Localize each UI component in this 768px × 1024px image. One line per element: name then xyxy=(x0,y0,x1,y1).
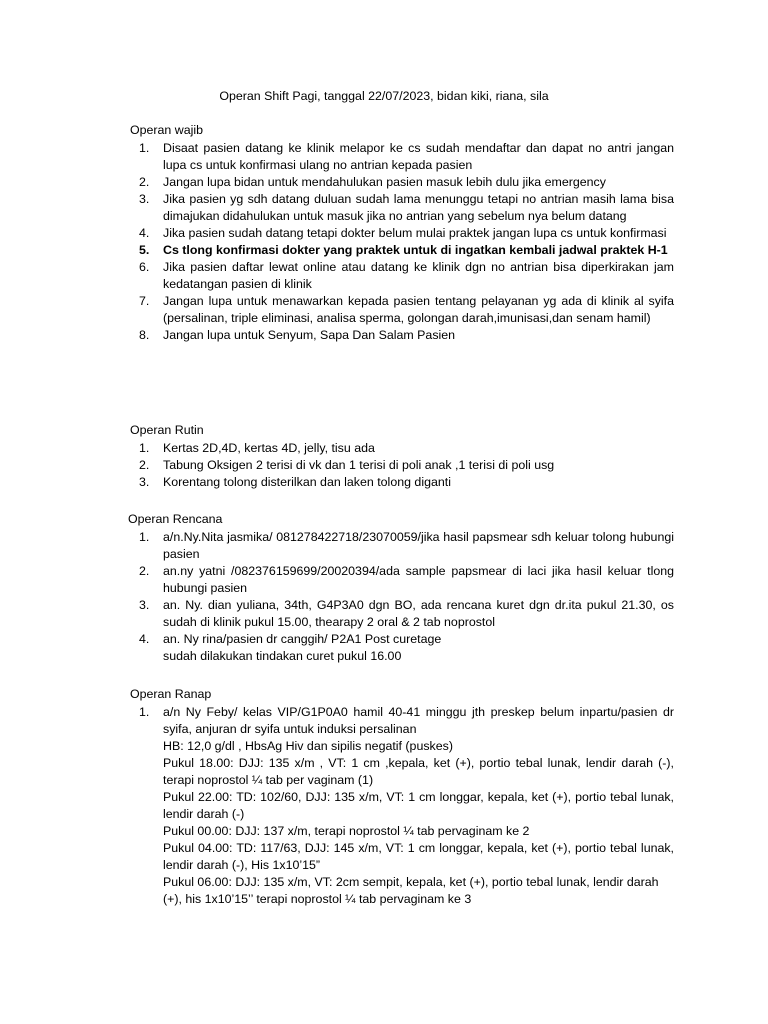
list-item: 6. Jika pasien daftar lewat online atau datang ke klinik dgn no antrian bisa diperkirakan jam kedatangan pasien di klinik xyxy=(139,260,674,291)
ranap-line: a/n Ny Feby/ kelas VIP/G1P0A0 hamil 40-41 minggu jth preskep belum inpartu/pasien dr syifa, anjuran dr syifa untuk induksi persalinan xyxy=(163,705,674,736)
list-item: 1. Kertas 2D,4D, kertas 4D, jelly, tisu ada xyxy=(139,441,375,455)
list-item: 7. Jangan lupa untuk menawarkan kepada pasien tentang pelayanan yg ada di klinik al syifa (persalinan, triple eliminasi, analisa sperma, golongan darah,imunisasi,dan senam hamil) xyxy=(139,294,674,325)
ranap-line: Pukul 06.00: DJJ: 135 x/m, VT: 2cm sempit, kepala, ket (+), portio tebal lunak, lendir darah xyxy=(163,875,659,889)
list-item: 1. a/n Ny Feby/ kelas VIP/G1P0A0 hamil 40-41 minggu jth preskep belum inpartu/pasien dr syifa, anjuran dr syifa untuk induksi persalinan HB: 12,0 g/dl , HbsAg Hiv dan sipilis negatif (puskes) Pukul 18.00: DJJ: 135 x/m , VT: 1 cm ,kepala, ket (+), portio tebal lunak, lendir darah (-), terapi noprostol ¼ tab per vaginam (1) Pukul 22.00: TD: 102/60, DJJ: 135 x/m, VT: 1 cm longgar, kepala, ket (+), portio tebal lunak, lendir darah (-) Pukul 00.00: DJJ: 137 x/m, terapi noprostol ¼ tab pervaginam ke 2 Pukul 04.00: TD: 117/63, DJJ: 145 x/m, VT: 1 cm longgar, kepala, ket (+), portio tebal lunak, lendir darah (-), His 1x10’15” Pukul 06.00: DJJ: 135 x/m, VT: 2cm sempit, kepala, ket (+), portio tebal lunak, lendir darah (+), his 1x10’15’’ terapi noprostol ¼ tab pervaginam ke 3 xyxy=(139,705,674,906)
list-item: 2. an.ny yatni /082376159699/20020394/ada sample papsmear di laci jika hasil keluar tlong hubungi pasien xyxy=(139,564,674,595)
section-heading-operan-rencana: Operan Rencana xyxy=(128,512,223,526)
list-item: 2. Tabung Oksigen 2 terisi di vk dan 1 terisi di poli anak ,1 terisi di poli usg xyxy=(139,458,555,472)
list-item: 4. Jika pasien sudah datang tetapi dokter belum mulai praktek jangan lupa cs untuk konfirmasi xyxy=(139,226,667,240)
ranap-line: Pukul 18.00: DJJ: 135 x/m , VT: 1 cm ,kepala, ket (+), portio tebal lunak, lendir darah (-), terapi noprostol ¼ tab per vaginam (1) xyxy=(163,756,674,787)
list-item: 3. an. Ny. dian yuliana, 34th, G4P3A0 dgn BO, ada rencana kuret dgn dr.ita pukul 21.30, os sudah di klinik pukul 15.00, thearapy 2 oral & 2 tab noprostol xyxy=(139,598,674,629)
list-item: 1. Disaat pasien datang ke klinik melapor ke cs sudah mendaftar dan dapat no antri jangan lupa cs untuk konfirmasi ulang no antrian kepada pasien xyxy=(139,141,674,172)
list-item: 5. Cs tlong konfirmasi dokter yang praktek untuk di ingatkan kembali jadwal praktek H-1 xyxy=(139,243,668,257)
operan-rutin-list xyxy=(139,440,674,491)
ranap-line: (+), his 1x10’15’’ terapi noprostol ¼ tab pervaginam ke 3 xyxy=(163,892,472,906)
list-item: 1. a/n.Ny.Nita jasmika/ 081278422718/23070059/jika hasil papsmear sdh keluar tolong hubungi pasien xyxy=(139,530,674,561)
list-item: 8. Jangan lupa untuk Senyum, Sapa Dan Salam Pasien xyxy=(139,328,456,342)
ranap-line: Pukul 00.00: DJJ: 137 x/m, terapi noprostol ¼ tab pervaginam ke 2 xyxy=(163,824,530,838)
section-heading-operan-wajib: Operan wajib xyxy=(130,123,204,137)
operan-wajib-list xyxy=(139,140,674,344)
list-item: 3. Jika pasien yg sdh datang duluan sudah lama menunggu tetapi no antrian masih lama bisa dimajukan didahulukan untuk masuk jika no antrian yang sebelum nya belum datang xyxy=(139,192,674,223)
ranap-line: Pukul 22.00: TD: 102/60, DJJ: 135 x/m, VT: 1 cm longgar, kepala, ket (+), portio tebal lunak, lendir darah (-) xyxy=(163,790,674,821)
operan-ranap-list xyxy=(139,704,674,908)
ranap-line: HB: 12,0 g/dl , HbsAg Hiv dan sipilis negatif (puskes) xyxy=(163,739,453,753)
list-item: 2. Jangan lupa bidan untuk mendahulukan pasien masuk lebih dulu jika emergency xyxy=(139,175,606,189)
document-title: Operan Shift Pagi, tanggal 22/07/2023, bidan kiki, riana, sila xyxy=(219,89,549,103)
ranap-line: Pukul 04.00: TD: 117/63, DJJ: 145 x/m, VT: 1 cm longgar, kepala, ket (+), portio tebal lunak, lendir darah (-), His 1x10’15” xyxy=(163,841,674,872)
section-heading-operan-ranap: Operan Ranap xyxy=(130,687,212,701)
list-item: 4. an. Ny rina/pasien dr canggih/ P2A1 Post curetage sudah dilakukan tindakan curet pukul 16.00 xyxy=(139,632,442,663)
operan-rencana-list xyxy=(139,529,674,665)
section-heading-operan-rutin: Operan Rutin xyxy=(130,423,204,437)
list-item: 3. Korentang tolong disterilkan dan laken tolong diganti xyxy=(139,475,451,489)
